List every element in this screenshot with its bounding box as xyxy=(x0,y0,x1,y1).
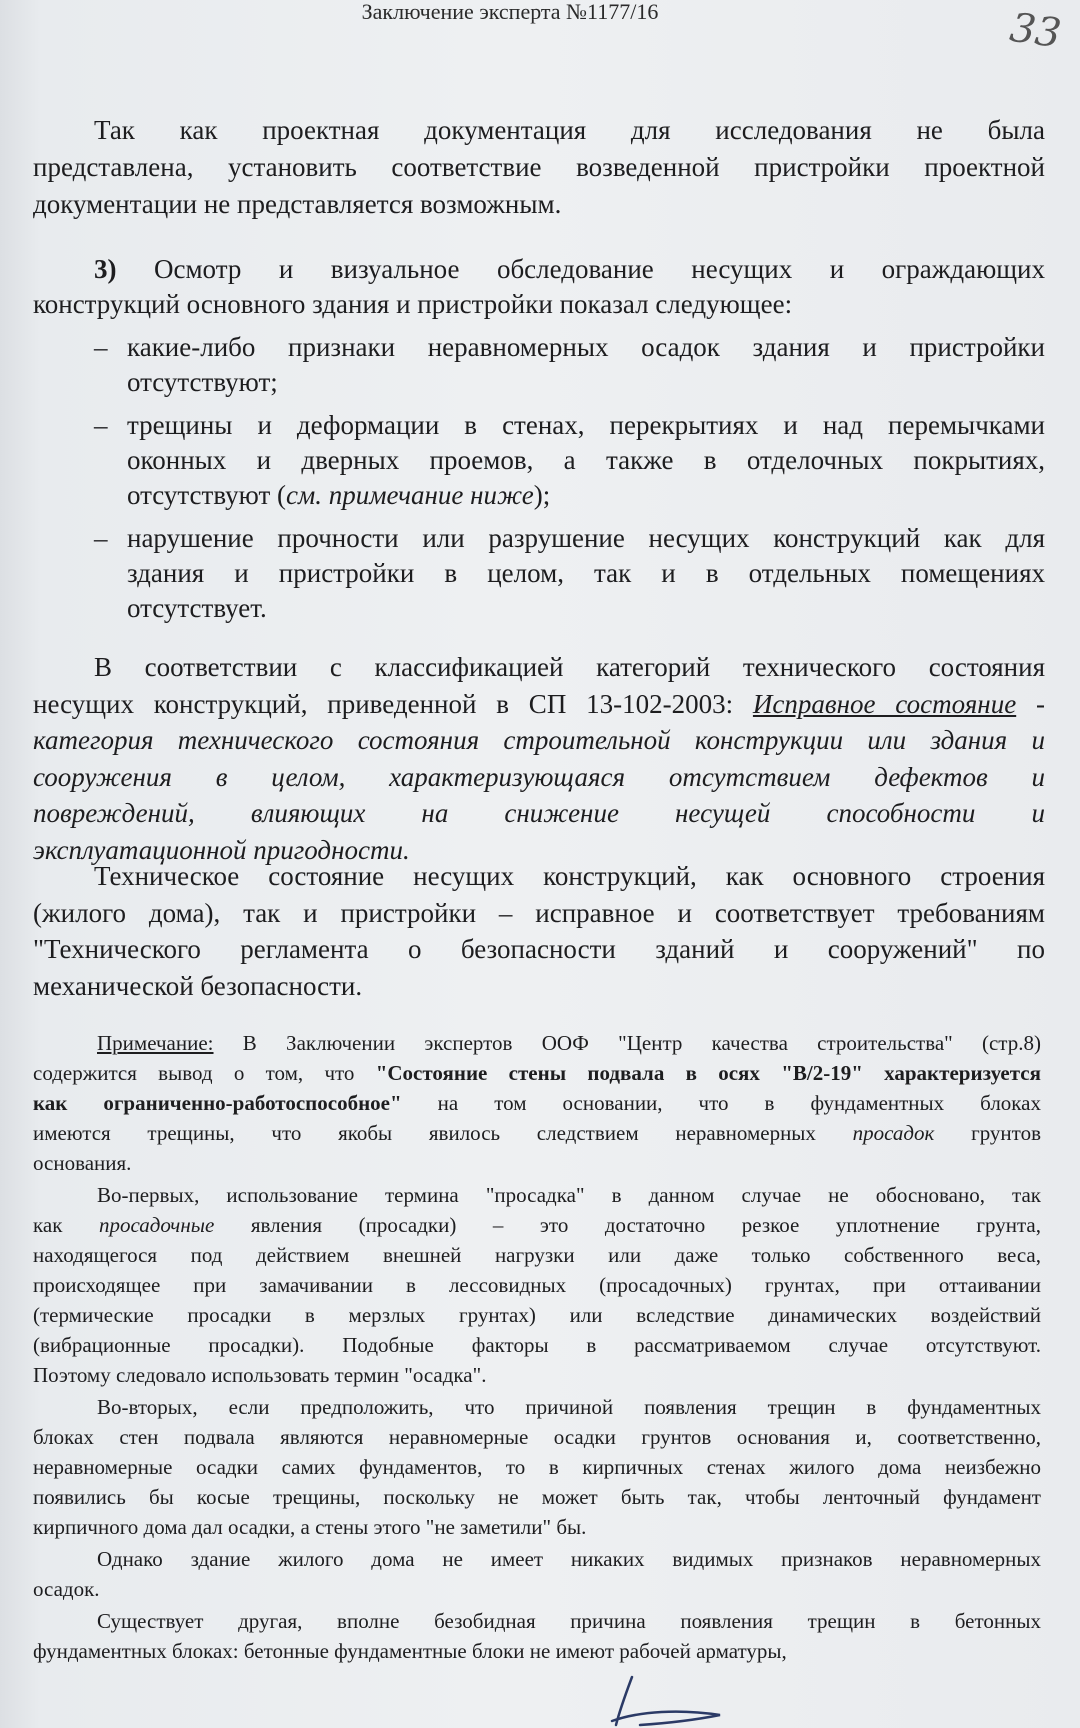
paragraph-classification xyxy=(33,649,1045,868)
text-run: кирпичного дома дал осадки, а стены этого "не заметили" бы. xyxy=(33,1515,587,1539)
text-line xyxy=(127,330,1045,365)
text-run: В Заключении экспертов ООФ "Центр качества строительства" (стр.8) xyxy=(213,1031,1041,1055)
handwritten-page-number: 33 xyxy=(1007,4,1064,58)
text-line xyxy=(127,556,1045,591)
text-run: появились бы косые трещины, поскольку не может быть так, чтобы ленточный фундамент xyxy=(33,1485,1041,1509)
text-line xyxy=(127,365,1045,400)
text-line xyxy=(33,1544,1041,1574)
paragraph xyxy=(33,649,1045,868)
text-run: (жилого дома), так и пристройки – исправное и соответствует требованиям xyxy=(33,897,1045,928)
text-run: имеются трещины, что якобы явилось следствием неравномерных xyxy=(33,1121,853,1145)
text-run: на том основании, что в фундаментных блоках xyxy=(401,1091,1042,1115)
bold-text: "Состояние стены подвала в осях "В/2-19" характеризуется xyxy=(375,1061,1041,1085)
text-run: (термические просадки в мерзлых грунтах) или вследствие динамических воздействий xyxy=(33,1303,1041,1327)
text-line xyxy=(33,1058,1041,1088)
text-line xyxy=(33,1392,1041,1422)
text-run: - xyxy=(1016,688,1045,719)
paragraph xyxy=(33,1606,1041,1666)
text-line xyxy=(33,895,1045,932)
underlined-text: Примечание: xyxy=(97,1031,214,1055)
text-line xyxy=(33,1148,1041,1178)
italic-text: просадочные xyxy=(98,1213,215,1237)
text-line xyxy=(33,1240,1041,1270)
text-run: отсутствует. xyxy=(127,593,267,623)
text-run: Так как проектная документация для исследования не была xyxy=(94,115,1045,145)
text-run: здания и пристройки в целом, так и в отдельных помещениях xyxy=(127,558,1045,588)
text-run: происходящее при замачивании в лессовидных (просадочных) грунтах, при оттаивании xyxy=(33,1273,1041,1297)
text-line xyxy=(33,112,1045,149)
text-line xyxy=(33,1210,1041,1240)
bold-text: как ограниченно-работоспособное" xyxy=(33,1091,402,1115)
paragraph-no-project-docs xyxy=(33,112,1045,223)
italic-text: просадок xyxy=(852,1121,935,1145)
signature xyxy=(590,1675,750,1728)
text-run: В соответствии с классификацией категорий технического состояния xyxy=(94,652,1045,682)
text-line xyxy=(33,287,1045,322)
text-run: ); xyxy=(533,480,551,510)
text-line xyxy=(33,1330,1041,1360)
italic-text: сооружения в целом, характеризующаяся отсутствием дефектов и xyxy=(33,761,1045,792)
text-run: "Технического регламента о безопасности зданий и сооружений" по xyxy=(33,934,1045,964)
text-run: содержится вывод о том, что xyxy=(33,1061,376,1085)
text-run: Однако здание жилого дома не имеет никаких видимых признаков неравномерных xyxy=(97,1547,1041,1571)
text-line xyxy=(33,1606,1041,1636)
paragraph xyxy=(33,858,1045,1004)
text-run: Осмотр и визуальное обследование несущих и ограждающих xyxy=(116,254,1045,284)
text-run: отсутствуют ( xyxy=(127,480,286,510)
paragraph xyxy=(33,1392,1041,1542)
text-line xyxy=(33,1180,1041,1210)
text-line xyxy=(33,1118,1041,1148)
text-line xyxy=(33,1028,1041,1058)
text-line xyxy=(33,186,1045,223)
paragraph xyxy=(33,112,1045,223)
text-line xyxy=(33,795,1045,832)
text-line xyxy=(33,931,1045,968)
italic-text: повреждений, влияющих на снижение несущей способности и xyxy=(33,798,1045,828)
paragraph xyxy=(33,1028,1041,1178)
text-line xyxy=(33,1300,1041,1330)
text-line xyxy=(33,1452,1041,1482)
text-run: отсутствуют; xyxy=(127,367,278,397)
text-line xyxy=(127,521,1045,556)
bold-text: 3) xyxy=(94,254,117,284)
text-run: нарушение прочности или разрушение несущих конструкций как для xyxy=(127,523,1045,553)
text-run: как xyxy=(33,1213,99,1237)
text-line xyxy=(33,759,1045,796)
text-line xyxy=(33,1270,1041,1300)
text-run: представлена, установить соответствие возведенной пристройки проектной xyxy=(33,152,1045,182)
section-3-inspection xyxy=(33,252,1045,626)
bullet-item xyxy=(33,408,1045,513)
text-line xyxy=(127,591,1045,626)
text-line xyxy=(33,1360,1041,1390)
text-run: какие-либо признаки неравномерных осадок здания и пристройки xyxy=(127,332,1045,362)
paragraph xyxy=(33,1544,1041,1604)
text-line xyxy=(33,1422,1041,1452)
text-run: Поэтому следовало использовать термин "осадка". xyxy=(33,1363,487,1387)
text-run: оконных и дверных проемов, а также в отделочных покрытиях, xyxy=(127,445,1045,475)
text-run: Существует другая, вполне безобидная причина появления трещин в бетонных xyxy=(97,1609,1041,1633)
underlined-text: Исправное состояние xyxy=(752,688,1017,719)
bullet-item xyxy=(33,521,1045,626)
note-section xyxy=(33,1026,1041,1666)
text-run: явления (просадки) – это достаточно резкое уплотнение грунта, xyxy=(214,1213,1041,1237)
text-line xyxy=(33,1512,1041,1542)
text-run: документации не представляется возможным. xyxy=(33,189,562,219)
text-line xyxy=(33,149,1045,186)
text-line xyxy=(33,686,1045,723)
text-line xyxy=(33,649,1045,686)
bullet-item xyxy=(33,330,1045,400)
text-line xyxy=(127,408,1045,443)
text-run: Во-вторых, если предположить, что причиной появления трещин в фундаментных xyxy=(97,1395,1041,1419)
text-run: Во-первых, использование термина "просадка" в данном случае не обосновано, так xyxy=(97,1183,1041,1207)
text-run: конструкций основного здания и пристройки показал следующее: xyxy=(33,289,793,319)
text-line xyxy=(33,968,1045,1005)
text-run: Техническое состояние несущих конструкций, как основного строения xyxy=(94,861,1045,891)
text-run: осадок. xyxy=(33,1577,100,1601)
text-run: блоках стен подвала являются неравномерные осадки грунтов основания и, соответственно, xyxy=(33,1425,1041,1449)
text-line xyxy=(33,1574,1041,1604)
italic-text: категория технического состояния строительной конструкции или здания и xyxy=(33,725,1045,755)
document-header: Заключение эксперта №1177/16 xyxy=(361,0,659,24)
text-run: несущих конструкций, приведенной в СП 13-102-2003: xyxy=(33,688,753,719)
text-run: механической безопасности. xyxy=(33,970,363,1001)
bullet-dash-icon: – xyxy=(94,332,108,362)
text-run: фундаментных блоках: бетонные фундаментные блоки не имеют рабочей арматуры, xyxy=(33,1639,787,1663)
text-line xyxy=(33,1636,1041,1666)
italic-text: см. примечание ниже xyxy=(286,480,534,510)
text-run: неравномерные осадки самих фундаментов, то в кирпичных стенах жилого дома неизбежно xyxy=(33,1455,1041,1479)
paragraph-technical-state xyxy=(33,858,1045,1004)
text-line xyxy=(33,858,1045,895)
paragraph xyxy=(33,252,1045,322)
bullet-dash-icon: – xyxy=(94,523,108,553)
text-line xyxy=(33,1482,1041,1512)
text-run: находящегося под действием внешней нагрузки или даже только собственного веса, xyxy=(33,1243,1041,1267)
text-run: основания. xyxy=(33,1151,132,1175)
text-line xyxy=(127,443,1045,478)
text-run: грунтов xyxy=(934,1121,1041,1145)
bullet-dash-icon: – xyxy=(94,410,108,440)
text-run: трещины и деформации в стенах, перекрытиях и над перемычками xyxy=(127,410,1045,440)
text-line xyxy=(33,1088,1041,1118)
text-line xyxy=(33,722,1045,759)
italic-text: эксплуатационной пригодности. xyxy=(33,834,410,865)
text-line xyxy=(127,478,1045,513)
text-run: (вибрационные просадки). Подобные факторы в рассматриваемом случае отсутствуют. xyxy=(33,1333,1041,1357)
paragraph xyxy=(33,1180,1041,1390)
text-line xyxy=(33,252,1045,287)
